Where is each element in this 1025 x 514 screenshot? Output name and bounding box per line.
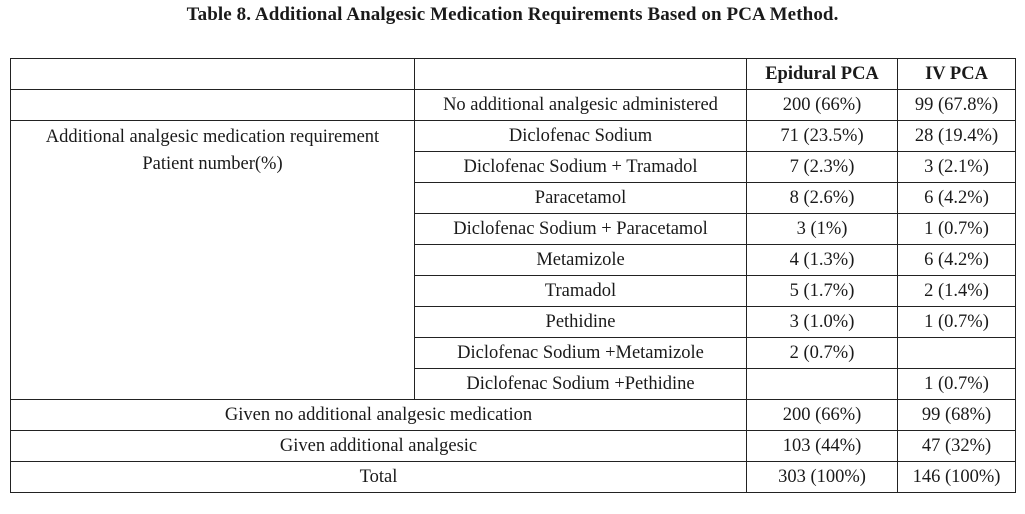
iv-value-cell: 3 (2.1%): [898, 152, 1016, 183]
empty-header-cell: [415, 59, 747, 90]
iv-total-cell: 146 (100%): [898, 462, 1016, 493]
table-title: Table 8. Additional Analgesic Medication Requirements Based on PCA Method.: [186, 4, 839, 25]
medication-cell: Diclofenac Sodium +Pethidine: [415, 369, 747, 400]
requirement-label-line1: Additional analgesic medication requirement: [45, 127, 380, 147]
medication-cell: Pethidine: [415, 307, 747, 338]
epidural-total-cell: 303 (100%): [747, 462, 898, 493]
summary-row: [11, 400, 1016, 431]
total-label-cell: Total: [11, 462, 747, 493]
medication-cell: Diclofenac Sodium + Paracetamol: [415, 214, 747, 245]
medication-cell: Paracetamol: [415, 183, 747, 214]
header-row: [11, 59, 1016, 90]
iv-value-cell: 1 (0.7%): [898, 307, 1016, 338]
medication-cell: Diclofenac Sodium: [415, 121, 747, 152]
epidural-value-cell: 3 (1%): [747, 214, 898, 245]
requirement-label-line2: Patient number(%): [142, 154, 283, 174]
analgesic-table: [10, 58, 1016, 493]
summary-label-cell: Given additional analgesic: [11, 431, 747, 462]
table-row: [11, 121, 1016, 152]
column-header-iv: IV PCA: [898, 59, 1016, 90]
iv-value-cell: 1 (0.7%): [898, 369, 1016, 400]
iv-value-cell: 1 (0.7%): [898, 214, 1016, 245]
epidural-value-cell: 103 (44%): [747, 431, 898, 462]
column-header-epidural: Epidural PCA: [747, 59, 898, 90]
medication-cell: Diclofenac Sodium +Metamizole: [415, 338, 747, 369]
epidural-value-cell: 5 (1.7%): [747, 276, 898, 307]
epidural-value-cell: 2 (0.7%): [747, 338, 898, 369]
total-row: [11, 462, 1016, 493]
empty-header-cell: [11, 59, 415, 90]
medication-cell: Tramadol: [415, 276, 747, 307]
iv-value-cell: 47 (32%): [898, 431, 1016, 462]
epidural-value-cell: 8 (2.6%): [747, 183, 898, 214]
medication-cell: Diclofenac Sodium + Tramadol: [415, 152, 747, 183]
epidural-value-cell: 3 (1.0%): [747, 307, 898, 338]
medication-cell: No additional analgesic administered: [415, 90, 747, 121]
iv-value-cell: [898, 338, 1016, 369]
requirement-label-cell: [11, 121, 415, 400]
epidural-value-cell: 4 (1.3%): [747, 245, 898, 276]
epidural-value-cell: 200 (66%): [747, 90, 898, 121]
iv-value-cell: 6 (4.2%): [898, 183, 1016, 214]
iv-value-cell: 6 (4.2%): [898, 245, 1016, 276]
iv-value-cell: 2 (1.4%): [898, 276, 1016, 307]
summary-row: [11, 431, 1016, 462]
iv-value-cell: 99 (68%): [898, 400, 1016, 431]
epidural-value-cell: [747, 369, 898, 400]
summary-label-cell: Given no additional analgesic medication: [11, 400, 747, 431]
medication-cell: Metamizole: [415, 245, 747, 276]
epidural-value-cell: 7 (2.3%): [747, 152, 898, 183]
table-row: [11, 90, 1016, 121]
empty-cell: [11, 90, 415, 121]
epidural-value-cell: 71 (23.5%): [747, 121, 898, 152]
iv-value-cell: 99 (67.8%): [898, 90, 1016, 121]
iv-value-cell: 28 (19.4%): [898, 121, 1016, 152]
epidural-value-cell: 200 (66%): [747, 400, 898, 431]
